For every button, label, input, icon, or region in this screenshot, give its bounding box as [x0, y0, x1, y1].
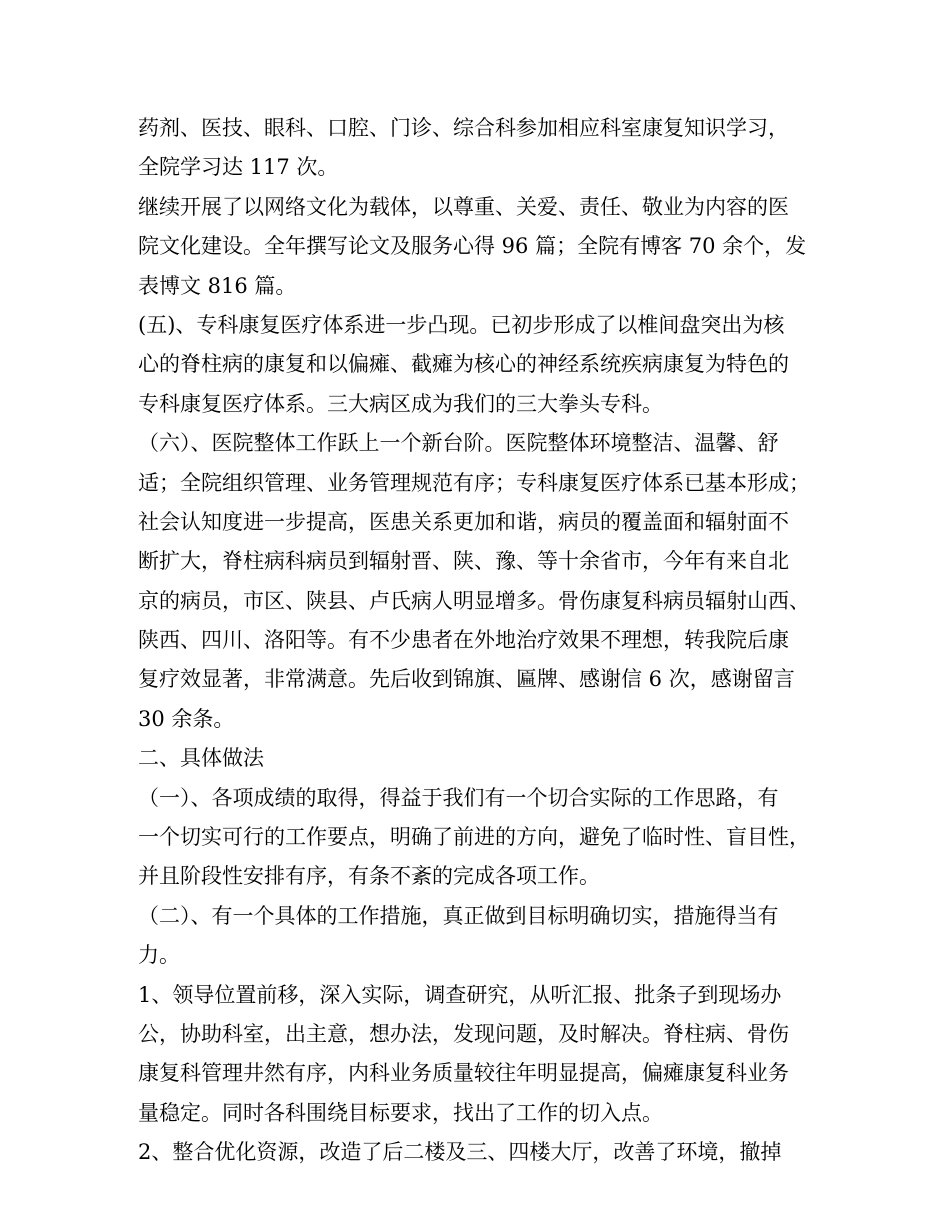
document-body	[138, 109, 818, 1173]
text-line: （六）、医院整体工作跃上一个新台阶。医院整体环境整洁、温馨、舒	[138, 431, 779, 456]
text-line: 30 余条。	[138, 706, 235, 731]
text-line: 康复科管理井然有序，内科业务质量较往年明显提高，偏瘫康复科业务	[138, 1061, 789, 1086]
text-line: (五)、专科康复医疗体系进一步凸现。已初步形成了以椎间盘突出为核	[138, 312, 785, 337]
text-line: 适；全院组织管理、业务管理规范有序；专科康复医疗体系已基本形成；	[138, 470, 810, 495]
section-heading: 二、具体做法	[138, 746, 264, 771]
text-line: 心的脊柱病的康复和以偏瘫、截瘫为核心的神经系统疾病康复为特色的	[138, 352, 789, 377]
text-line: 量稳定。同时各科围绕目标要求，找出了工作的切入点。	[138, 1100, 663, 1125]
text-line: （一）、各项成绩的取得，得益于我们有一个切合实际的工作思路，有	[138, 785, 779, 810]
text-line: 力。	[138, 943, 180, 968]
text-line: 京的病员，市区、陕县、卢氏病人明显增多。骨伤康复科病员辐射山西、	[138, 588, 810, 613]
text-line: 复疗效显著，非常满意。先后收到锦旗、匾牌、感谢信 6 次，感谢留言	[138, 667, 795, 692]
text-line: 一个切实可行的工作要点，明确了前进的方向，避免了临时性、盲目性，	[138, 825, 810, 850]
text-line: 陕西、四川、洛阳等。有不少患者在外地治疗效果不理想，转我院后康	[138, 628, 789, 653]
text-line: 专科康复医疗体系。三大病区成为我们的三大拳头专科。	[138, 391, 663, 416]
text-line: 继续开展了以网络文化为载体，以尊重、关爱、责任、敬业为内容的医	[138, 194, 789, 219]
text-line: 药剂、医技、眼科、口腔、门诊、综合科参加相应科室康复知识学习，	[138, 116, 789, 140]
text-line: 并且阶段性安排有序，有条不紊的完成各项工作。	[138, 864, 600, 889]
text-line: 社会认知度进一步提高，医患关系更加和谐，病员的覆盖面和辐射面不	[138, 509, 789, 534]
text-line: 1、领导位置前移，深入实际，调查研究，从听汇报、批条子到现场办	[138, 982, 782, 1007]
text-line: 断扩大，脊柱病科病员到辐射晋、陕、豫、等十余省市，今年有来自北	[138, 549, 789, 574]
text-line: 表博文 816 篇。	[138, 273, 297, 298]
text-line: 公，协助科室，出主意，想办法，发现问题，及时解决。脊柱病、骨伤	[138, 1021, 789, 1046]
text-line: 院文化建设。全年撰写论文及服务心得 96 篇；全院有博客 70 余个，发	[138, 234, 807, 259]
text-line: （二）、有一个具体的工作措施，真正做到目标明确切实，措施得当有	[138, 903, 779, 928]
text-line: 全院学习达 117 次。	[138, 155, 339, 180]
text-line: 2、整合优化资源，改造了后二楼及三、四楼大厅，改善了环境，撤掉	[138, 1140, 782, 1165]
